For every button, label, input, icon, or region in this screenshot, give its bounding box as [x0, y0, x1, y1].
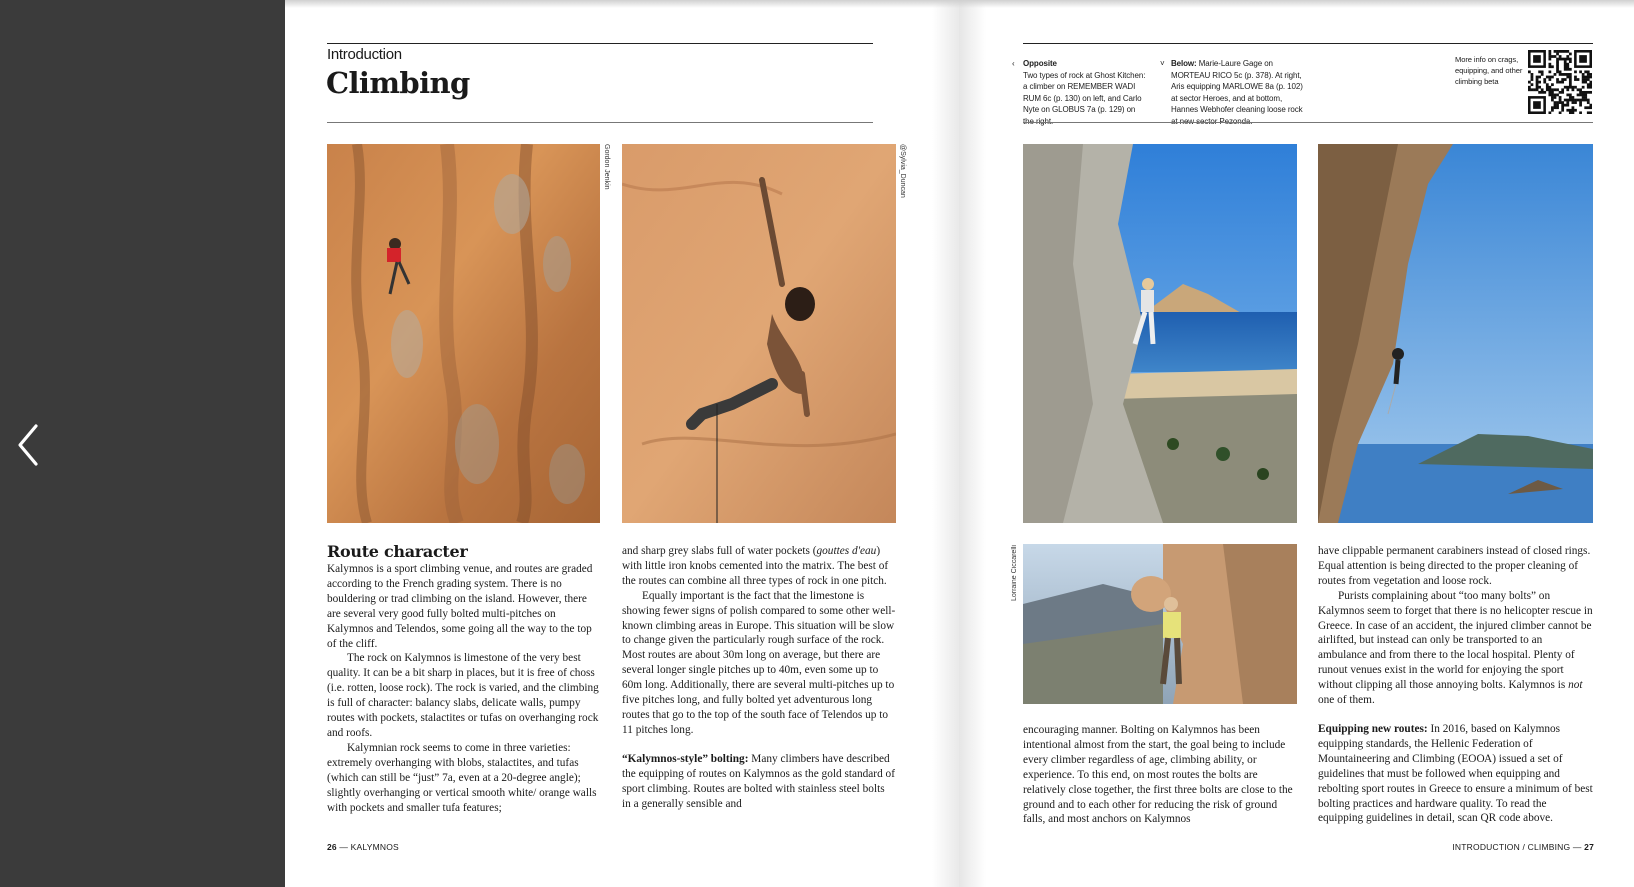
left-page	[285, 0, 959, 887]
photo-cleaning-rock	[1023, 544, 1297, 704]
chevron-left-icon: ‹	[1012, 59, 1015, 68]
page-title: Climbing	[326, 66, 470, 100]
page-folio: 26 — KALYMNOS	[327, 842, 399, 852]
paragraph: have clippable permanent carabiners instead of closed rings. Equal attention is being directed to the proper cleaning of routes from vegetation and loose rock.	[1318, 545, 1591, 587]
photo-credit: Lorraine Ciccarelli	[1011, 545, 1018, 602]
photo-wall-climber	[622, 144, 896, 523]
photo-sea-climber	[1023, 144, 1297, 523]
viewer-sidebar	[0, 0, 285, 887]
photo-overhang-climber	[1318, 144, 1593, 523]
text-column	[327, 542, 601, 815]
page-top-shadow	[285, 0, 1634, 8]
paragraph: encouraging manner. Bolting on Kalymnos has been intentional almost from the start, the goal being to include every climber regardless of age, climbing ability, or experience. To this end, on most routes the bolts are relatively close together, the first three bolts are close to the ground and to each other for reducing the risk of ground falls, and most anchors on Kalymnos	[1023, 724, 1293, 826]
paragraph: Purists complaining about “too many bolts” on Kalymnos seem to forget that there is no helicopter rescue in Greece. In case of an accident, the injured climber cannot be airlifted, but instead can only be transported to an ambulance and from there to the local hospital. Plenty of runout venues exist in the world for enjoying the sport without clipping all those annoying bolts. Kalymnos is not one of them.	[1318, 589, 1593, 707]
paragraph: The rock on Kalymnos is limestone of the very best quality. It can be a bit sharp in places, but it is free of choss (i.e. rotten, loose rock). The rock is varied, and the climbing is full of character: balancy slabs, delicate walls, pumpy routes with pockets, stalactites or tufas on overhanging rock and roofs.	[327, 652, 599, 739]
text-column	[1318, 544, 1593, 826]
chevron-down-icon: ˅	[1160, 59, 1165, 68]
section-label: Introduction	[327, 46, 402, 63]
photo-credit: Gordon Jenkin	[603, 144, 610, 190]
text-column	[622, 544, 896, 811]
text-column	[1023, 723, 1297, 827]
header-rule	[327, 43, 873, 44]
qr-code[interactable]	[1528, 50, 1592, 114]
qr-caption: More info on crags, equipping, and other climbing beta	[1455, 55, 1523, 86]
section-heading: Route character	[327, 542, 468, 561]
caption-opposite: ‹ Opposite Two types of rock at Ghost Kitchen: a climber on REMEMBER WADI RUM 6c (p. 130) on left, and Carlo Nyte on GLOBUS 7a (p. 129) on the right.	[1012, 59, 1146, 126]
paragraph: “Kalymnos-style” bolting: Many climbers have described the equipping of routes on Kalymnos as the gold standard of sport climbing. Routes are bolted with stainless steel bolts in a generally sensible and	[622, 752, 895, 810]
page-folio: INTRODUCTION / CLIMBING — 27	[1452, 842, 1594, 852]
header-rule	[1023, 43, 1593, 44]
paragraph: Kalymnian rock seems to come in three varieties: extremely overhanging with blobs, stalactites, and tufas (which can still be “just” 7a, even at a 20-degree angle); slightly overhanging or vertical smooth white/ orange walls with pockets and smaller tufa features;	[327, 741, 597, 814]
photo-credit: @Sylvia_Duncan	[899, 144, 906, 198]
photo-tufa-climber	[327, 144, 600, 523]
paragraph: Equipping new routes: In 2016, based on Kalymnos equipping standards, the Hellenic Federation of Mountaineering and Climbing (ΕΟΟΑ) issued a set of guidelines that must be followed when equipping and rebolting sport routes in Greece to ensure a minimum of best bolting practices and hardware quality. To read the equipping guidelines in detail, scan QR code above.	[1318, 722, 1593, 825]
chevron-left-icon	[14, 420, 48, 470]
caption-below: ˅ Below: Marie-Laure Gage on MORTEAU RICO 5c (p. 378). At right, Aris equipping MARLOWE 8a (p. 102) at sector Heroes, and at bottom, Hannes Webhofer cleaning loose rock at new sector Pezonda.	[1160, 59, 1303, 126]
right-page	[959, 0, 1634, 887]
previous-page-button[interactable]	[14, 420, 48, 470]
paragraph: and sharp grey slabs full of water pockets (gouttes d'eau) with little iron knobs cemented into the matrix. The best of the routes can combine all three types of rock in one pitch.	[622, 545, 889, 587]
title-rule	[327, 122, 873, 123]
paragraph: Equally important is the fact that the limestone is showing fewer signs of polish compared to some other well-known climbing areas in Europe. This situation will be slow to change given the particularly rough surface of the rock. Most routes are about 30m long on average, but there are several longer single pitches up to 40m, even some up to 60m long. Additionally, there are several multi-pitches up to five pitches long, and fully bolted yet adventurous long routes that go to the top of the south face of Telendos up to 11 pitches long.	[622, 589, 896, 736]
paragraph: Kalymnos is a sport climbing venue, and routes are graded according to the French grading system. There is no bouldering or trad climbing on the island. However, there are several very good fully bolted multi-pitches on Kalymnos and Telendos, some going all the way to the top of the cliff.	[327, 563, 593, 650]
header-bottom-rule	[1023, 122, 1593, 123]
